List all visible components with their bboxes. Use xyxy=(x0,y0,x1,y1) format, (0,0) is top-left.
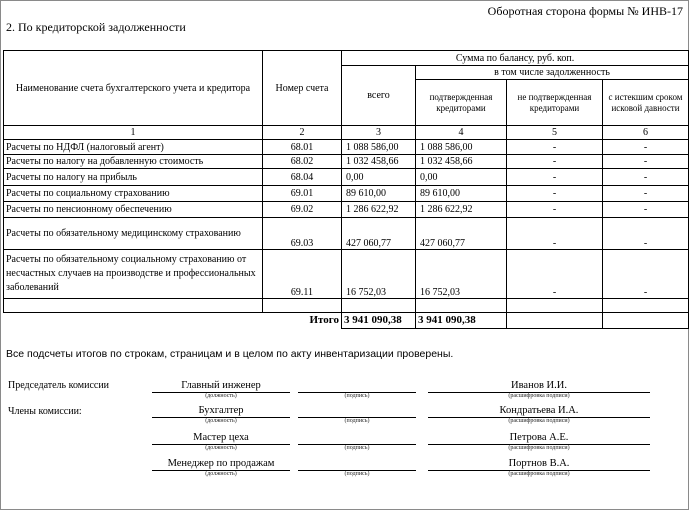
position-caption: (должность) xyxy=(205,393,237,399)
header-total: всего xyxy=(342,66,416,126)
signature-name: Петрова А.Е. xyxy=(509,432,569,443)
totals-label: Итого xyxy=(263,313,342,329)
table-row xyxy=(4,250,689,299)
row-account-name: Расчеты по налогу на прибыль xyxy=(4,169,263,186)
row-confirmed: 1 032 458,66 xyxy=(416,155,507,169)
row-confirmed: 1 286 622,92 xyxy=(416,202,507,218)
header-including: в том числе задолженность xyxy=(416,66,689,80)
header-account-number: Номер счета xyxy=(263,51,342,126)
column-number: 5 xyxy=(507,126,603,140)
header-unconfirmed: не подтвержденная кредиторами xyxy=(507,80,603,126)
creditor-debt-table xyxy=(3,50,689,329)
table-row xyxy=(4,218,689,250)
row-expired: - xyxy=(603,202,689,218)
row-account-number: 69.01 xyxy=(263,186,342,202)
row-expired: - xyxy=(603,140,689,155)
table-row-empty xyxy=(4,299,689,313)
table-row xyxy=(4,202,689,218)
position-caption: (должность) xyxy=(205,418,237,424)
totals-expired xyxy=(603,313,689,329)
name-caption: (расшифровка подписи) xyxy=(508,445,570,451)
signature-caption: (подпись) xyxy=(344,445,370,451)
row-expired: - xyxy=(603,169,689,186)
signature-name: Иванов И.И. xyxy=(511,380,567,391)
row-account-number: 69.02 xyxy=(263,202,342,218)
signature-name: Портнов В.А. xyxy=(508,458,570,469)
signature-caption: (подпись) xyxy=(344,471,370,477)
row-confirmed: 16 752,03 xyxy=(416,250,507,299)
row-unconfirmed: - xyxy=(507,155,603,169)
signature-position: Главный инженер xyxy=(181,380,261,391)
column-number: 6 xyxy=(603,126,689,140)
signature-position: Менеджер по продажам xyxy=(167,458,275,469)
header-balance-sum: Сумма по балансу, руб. коп. xyxy=(342,51,689,66)
row-confirmed: 1 088 586,00 xyxy=(416,140,507,155)
chairman-label: Председатель комиссии xyxy=(8,380,110,391)
row-account-name: Расчеты по социальному страхованию xyxy=(4,186,263,202)
position-caption: (должность) xyxy=(205,471,237,477)
row-unconfirmed: - xyxy=(507,218,603,250)
row-total: 1 032 458,66 xyxy=(342,155,416,169)
table-row xyxy=(4,155,689,169)
signature-caption: (подпись) xyxy=(344,418,370,424)
row-confirmed: 0,00 xyxy=(416,169,507,186)
row-expired: - xyxy=(603,218,689,250)
name-caption: (расшифровка подписи) xyxy=(508,418,570,424)
row-account-name: Расчеты по пенсионному обеспечению xyxy=(4,202,263,218)
totals-total: 3 941 090,38 xyxy=(342,313,416,329)
totals-unconfirmed xyxy=(507,313,603,329)
row-account-number: 68.04 xyxy=(263,169,342,186)
section-title: 2. По кредиторской задолженности xyxy=(6,20,186,34)
row-confirmed: 89 610,00 xyxy=(416,186,507,202)
row-total: 427 060,77 xyxy=(342,218,416,250)
signature-name: Кондратьева И.А. xyxy=(499,405,579,416)
row-account-number: 68.02 xyxy=(263,155,342,169)
row-total: 1 286 622,92 xyxy=(342,202,416,218)
row-unconfirmed: - xyxy=(507,202,603,218)
row-account-number: 69.11 xyxy=(263,250,342,299)
row-account-name: Расчеты по НДФЛ (налоговый агент) xyxy=(4,140,263,155)
verification-text: Все подсчеты итогов по строкам, страницам и в целом по акту инвентаризации проверены. xyxy=(6,348,454,360)
row-expired: - xyxy=(603,250,689,299)
name-caption: (расшифровка подписи) xyxy=(508,471,570,477)
header-confirmed: подтвержденная кредиторами xyxy=(416,80,507,126)
name-caption: (расшифровка подписи) xyxy=(508,393,570,399)
column-number: 1 xyxy=(4,126,263,140)
row-total: 0,00 xyxy=(342,169,416,186)
signature-position: Мастер цеха xyxy=(193,432,249,443)
column-number: 3 xyxy=(342,126,416,140)
row-total: 89 610,00 xyxy=(342,186,416,202)
column-number: 2 xyxy=(263,126,342,140)
row-expired: - xyxy=(603,155,689,169)
position-caption: (должность) xyxy=(205,445,237,451)
row-expired: - xyxy=(603,186,689,202)
row-unconfirmed: - xyxy=(507,186,603,202)
table-row xyxy=(4,140,689,155)
row-unconfirmed: - xyxy=(507,169,603,186)
table-row xyxy=(4,186,689,202)
form-reference: Оборотная сторона формы № ИНВ-17 xyxy=(487,4,683,18)
header-expired: с истекшим сроком исковой давности xyxy=(603,80,689,126)
row-account-number: 68.01 xyxy=(263,140,342,155)
table-row xyxy=(4,169,689,186)
row-unconfirmed: - xyxy=(507,140,603,155)
row-account-number: 69.03 xyxy=(263,218,342,250)
signature-position: Бухгалтер xyxy=(198,405,244,416)
signature-caption: (подпись) xyxy=(344,393,370,399)
totals-confirmed: 3 941 090,38 xyxy=(416,313,507,329)
row-total: 16 752,03 xyxy=(342,250,416,299)
members-label: Члены комиссии: xyxy=(8,406,82,417)
column-number: 4 xyxy=(416,126,507,140)
row-account-name: Расчеты по обязательному социальному страхованию от несчастных случаев на производстве и профессиональных заболеваний xyxy=(4,250,263,299)
header-account-name: Наименование счета бухгалтерского учета и кредитора xyxy=(4,51,263,126)
row-confirmed: 427 060,77 xyxy=(416,218,507,250)
row-account-name: Расчеты по налогу на добавленную стоимость xyxy=(4,155,263,169)
row-unconfirmed: - xyxy=(507,250,603,299)
row-account-name: Расчеты по обязательному медицинскому страхованию xyxy=(4,218,263,250)
row-total: 1 088 586,00 xyxy=(342,140,416,155)
totals-row xyxy=(4,313,689,329)
